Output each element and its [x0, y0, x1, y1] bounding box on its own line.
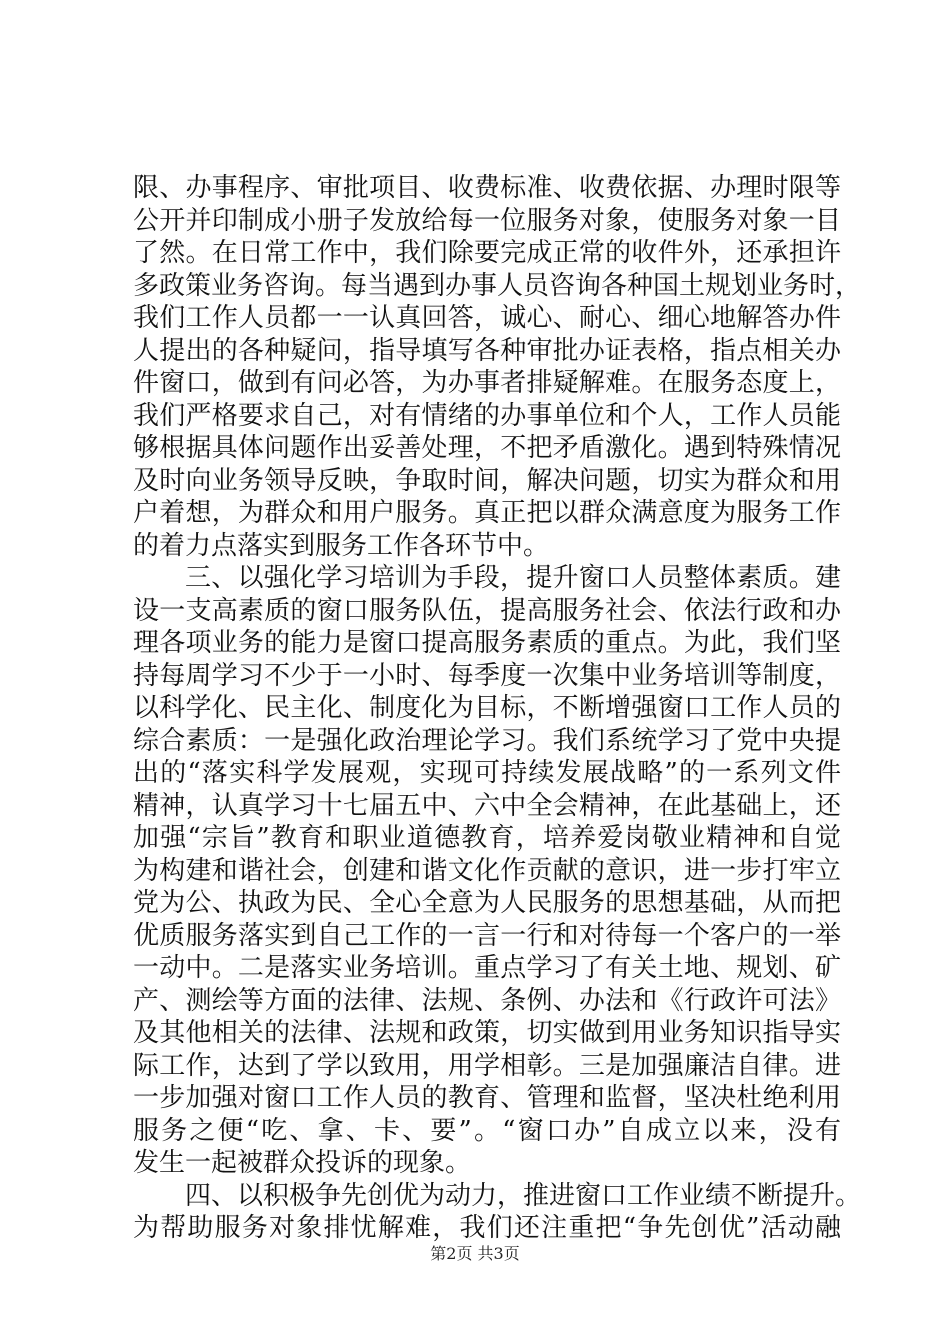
text-line: 党为公、执政为民、全心全意为人民服务的思想基础，从而把 [133, 888, 841, 918]
text-line: 优质服务落实到自己工作的一言一行和对待每一个客户的一举 [133, 920, 841, 951]
text-line: 出的“落实科学发展观，实现可持续发展战略”的一系列文件 [133, 758, 841, 788]
text-line: 发生一起被群众投诉的现象。 [133, 1148, 472, 1178]
text-line: 设一支高素质的窗口服务队伍，提高服务社会、依法行政和办 [133, 595, 841, 626]
text-line: 持每周学习不少于一小时、每季度一次集中业务培训等制度， [133, 660, 841, 691]
text-line: 限、办事程序、审批项目、收费标准、收费依据、办理时限等 [133, 173, 841, 203]
text-line: 三、以强化学习培训为手段，提升窗口人员整体素质。建 [185, 563, 841, 593]
text-line: 我们严格要求自己，对有情绪的办事单位和个人，工作人员能 [133, 400, 841, 431]
text-line: 产、测绘等方面的法律、法规、条例、办法和《行政许可法》 [133, 985, 841, 1016]
text-line: 及其他相关的法律、法规和政策，切实做到用业务知识指导实 [133, 1018, 841, 1048]
document-body [133, 172, 862, 1245]
text-line: 综合素质：一是强化政治理论学习。我们系统学习了党中央提 [133, 725, 841, 756]
text-line: 为帮助服务对象排忧解难，我们还注重把“争先创优”活动融 [133, 1213, 841, 1243]
text-line: 加强“宗旨”教育和职业道德教育，培养爱岗敬业精神和自觉 [133, 823, 841, 853]
text-line: 际工作，达到了学以致用，用学相彰。三是加强廉洁自律。进 [133, 1050, 841, 1081]
text-line: 一动中。二是落实业务培训。重点学习了有关土地、规划、矿 [133, 953, 841, 983]
text-line: 够根据具体问题作出妥善处理，不把矛盾激化。遇到特殊情况 [133, 433, 841, 463]
text-line: 我们工作人员都一一认真回答，诚心、耐心、细心地解答办件 [133, 303, 841, 333]
text-line: 服务之便“吃、拿、卡、要”。“窗口办”自成立以来，没有 [133, 1115, 841, 1146]
text-line: 理各项业务的能力是窗口提高服务素质的重点。为此，我们坚 [133, 628, 841, 658]
text-line: 人提出的各种疑问，指导填写各种审批办证表格，指点相关办 [133, 335, 841, 366]
text-line: 以科学化、民主化、制度化为目标，不断增强窗口工作人员的 [133, 693, 841, 723]
text-line: 为构建和谐社会，创建和谐文化作贡献的意识，进一步打牢立 [133, 855, 841, 886]
text-line: 精神，认真学习十七届五中、六中全会精神，在此基础上，还 [133, 790, 841, 821]
text-line: 一步加强对窗口工作人员的教育、管理和监督，坚决杜绝利用 [133, 1083, 841, 1113]
text-line: 多政策业务咨询。每当遇到办事人员咨询各种国土规划业务时， [133, 270, 862, 301]
text-line: 户着想，为群众和用户服务。真正把以群众满意度为服务工作 [133, 498, 841, 528]
text-line: 公开并印制成小册子发放给每一位服务对象，使服务对象一目 [133, 205, 841, 236]
text-line: 的着力点落实到服务工作各环节中。 [133, 530, 550, 561]
page-footer: 第2页 共3页 [430, 1244, 520, 1263]
text-line: 四、以积极争先创优为动力，推进窗口工作业绩不断提升。 [185, 1180, 862, 1211]
text-line: 及时向业务领导反映，争取时间，解决问题，切实为群众和用 [133, 465, 841, 496]
text-line: 件窗口，做到有问必答，为办事者排疑解难。在服务态度上， [133, 368, 841, 398]
text-line: 了然。在日常工作中，我们除要完成正常的收件外，还承担许 [133, 238, 841, 268]
